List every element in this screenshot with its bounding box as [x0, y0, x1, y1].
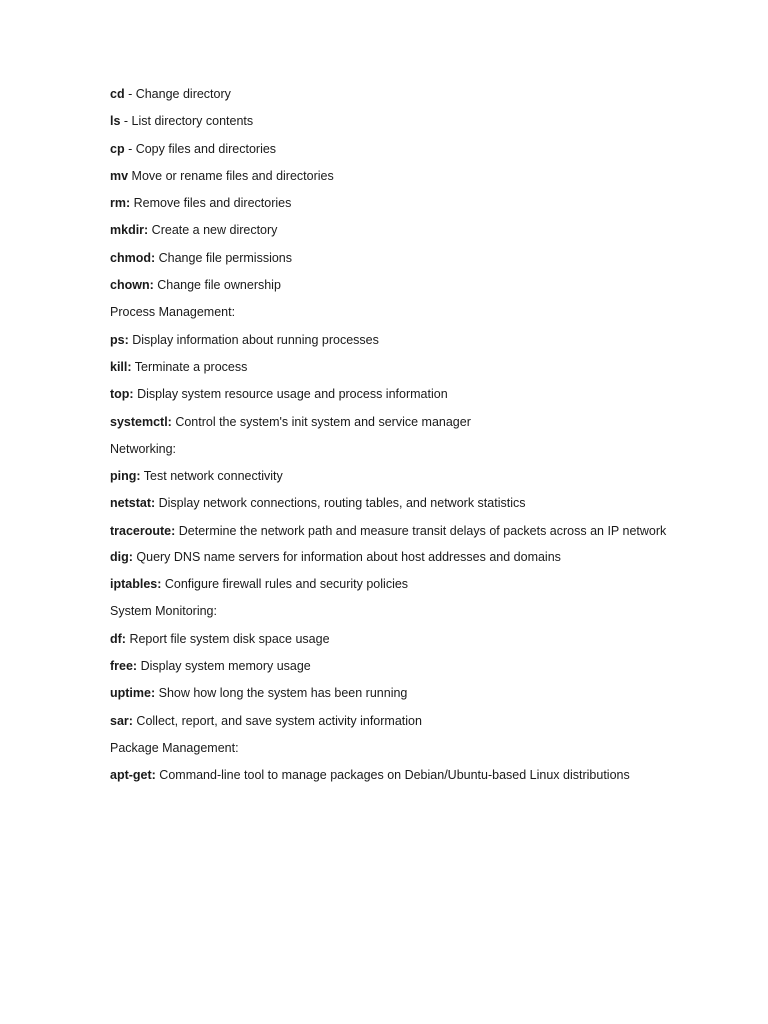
command-description: Configure firewall rules and security policies: [161, 577, 409, 592]
list-item: [110, 141, 670, 157]
command-description: Display network connections, routing tables, and network statistics: [155, 496, 526, 511]
section-heading: Networking:: [110, 441, 176, 456]
command-description: Report file system disk space usage: [125, 631, 330, 646]
command-description: Display system memory usage: [137, 658, 311, 673]
list-item: [110, 495, 670, 511]
list-item: [110, 277, 670, 293]
command-name: apt-get:: [110, 768, 156, 783]
command-description: Create a new directory: [148, 223, 278, 238]
list-item: [110, 468, 670, 484]
list-item: [110, 386, 670, 402]
command-name: mkdir:: [110, 223, 149, 238]
command-description: Display system resource usage and process information: [133, 387, 448, 402]
command-description: Collect, report, and save system activity information: [132, 713, 422, 728]
command-name: iptables:: [110, 577, 162, 592]
command-description: - Copy files and directories: [124, 141, 277, 156]
section-heading: System Monitoring:: [110, 604, 217, 619]
command-description: - Change directory: [124, 87, 231, 101]
command-description: Change file permissions: [155, 250, 293, 265]
command-description: Terminate a process: [131, 359, 248, 374]
command-name: mv: [110, 168, 129, 183]
command-name: ls: [110, 114, 121, 129]
command-description: - List directory contents: [120, 114, 254, 129]
command-description: Determine the network path and measure transit delays of packets across an IP network: [175, 523, 667, 538]
list-item: [110, 658, 670, 674]
command-description: Show how long the system has been running: [155, 686, 408, 701]
command-name: sar:: [110, 713, 133, 728]
list-item: [110, 713, 670, 729]
list-item: [110, 250, 670, 266]
list-item: [110, 332, 670, 348]
list-item: [110, 195, 670, 211]
section-heading: Package Management:: [110, 740, 239, 755]
command-name: ps:: [110, 332, 129, 347]
command-name: chown:: [110, 278, 154, 293]
command-name: df:: [110, 631, 126, 646]
list-item: [110, 359, 670, 375]
command-description: Test network connectivity: [140, 469, 283, 484]
command-name: top:: [110, 387, 134, 402]
command-name: netstat:: [110, 496, 156, 511]
command-description: Command-line tool to manage packages on Debian/Ubuntu-based Linux distributions: [155, 768, 630, 783]
list-item: [110, 222, 670, 238]
command-description: Control the system's init system and service manager: [171, 414, 471, 429]
command-description: Move or rename files and directories: [128, 168, 334, 183]
command-list: [110, 86, 670, 794]
command-name: free:: [110, 658, 138, 673]
command-name: kill:: [110, 359, 132, 374]
list-item: [110, 113, 670, 129]
command-name: traceroute:: [110, 523, 176, 538]
list-item: [110, 631, 670, 647]
command-name: dig:: [110, 549, 133, 564]
command-name: rm:: [110, 196, 131, 211]
command-description: Change file ownership: [153, 278, 281, 293]
list-item: [110, 767, 670, 783]
command-description: Display information about running processes: [128, 332, 379, 347]
command-name: cd: [110, 87, 125, 101]
command-description: Remove files and directories: [130, 196, 292, 211]
command-description: Query DNS name servers for information about host addresses and domains: [132, 549, 561, 564]
section-heading: Process Management:: [110, 305, 236, 320]
list-item: [110, 86, 670, 102]
command-name: systemctl:: [110, 414, 172, 429]
list-item: [110, 414, 670, 430]
command-name: cp: [110, 141, 125, 156]
list-item: [110, 549, 670, 565]
command-name: ping:: [110, 469, 141, 484]
list-item: [110, 168, 670, 184]
list-item: [110, 685, 670, 701]
list-item: [110, 576, 670, 592]
command-name: uptime:: [110, 686, 156, 701]
command-name: chmod:: [110, 250, 156, 265]
list-item: [110, 523, 670, 539]
